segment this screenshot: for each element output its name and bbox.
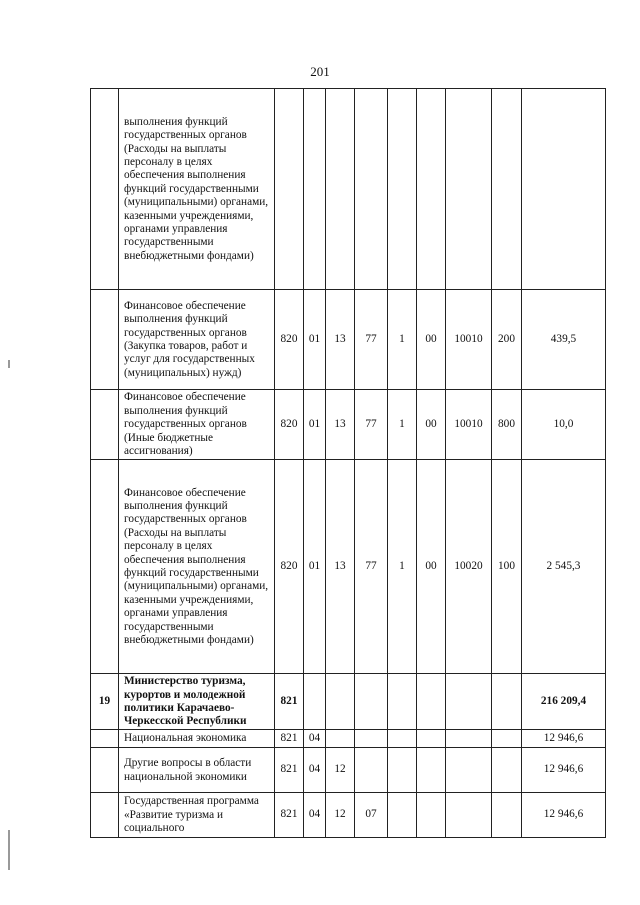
cell-pr — [326, 674, 355, 730]
margin-mark — [8, 830, 10, 870]
row-name: Государственная программа «Развитие туризма и социального — [119, 793, 275, 838]
cell-rz — [304, 89, 326, 290]
table-row — [91, 89, 606, 290]
cell-nr: 10020 — [446, 460, 492, 674]
cell-sum — [522, 89, 606, 290]
cell-pp — [388, 793, 417, 838]
row-name: Министерство туризма, курортов и молодежной политики Карачаево-Черкесской Республики — [119, 674, 275, 730]
cell-pr: 12 — [326, 793, 355, 838]
table-row — [91, 748, 606, 793]
cell-om — [417, 748, 446, 793]
row-name: Национальная экономика — [119, 730, 275, 748]
cell-ved: 821 — [275, 674, 304, 730]
cell-vr — [492, 89, 522, 290]
cell-pp: 1 — [388, 390, 417, 460]
cell-pr — [326, 89, 355, 290]
row-number — [91, 793, 119, 838]
row-name: Финансовое обеспечение выполнения функций государственных органов (Расходы на выплаты персоналу в целях обеспечения выполнения функций государственными (муниципальными) органами, казенными учреждениями, органами управления государственными внебюджетными фондами) — [119, 460, 275, 674]
table-row — [91, 793, 606, 838]
cell-nr — [446, 748, 492, 793]
cell-gp — [355, 748, 388, 793]
cell-vr — [492, 674, 522, 730]
cell-nr — [446, 89, 492, 290]
cell-rz: 01 — [304, 460, 326, 674]
margin-mark — [8, 360, 10, 368]
cell-rz: 01 — [304, 390, 326, 460]
cell-rz: 04 — [304, 793, 326, 838]
cell-pp: 1 — [388, 290, 417, 390]
cell-ved: 820 — [275, 460, 304, 674]
cell-pp — [388, 730, 417, 748]
table-row — [91, 290, 606, 390]
row-name: Финансовое обеспечение выполнения функций государственных органов (Иные бюджетные ассигнования) — [119, 390, 275, 460]
cell-ved: 821 — [275, 793, 304, 838]
cell-pr: 13 — [326, 390, 355, 460]
cell-pp — [388, 674, 417, 730]
cell-pr — [326, 730, 355, 748]
cell-om: 00 — [417, 390, 446, 460]
page-number: 201 — [310, 64, 330, 79]
row-number: 19 — [91, 674, 119, 730]
row-number — [91, 390, 119, 460]
cell-pp — [388, 89, 417, 290]
cell-vr: 800 — [492, 390, 522, 460]
row-number — [91, 730, 119, 748]
table-row — [91, 730, 606, 748]
cell-sum: 12 946,6 — [522, 793, 606, 838]
cell-sum: 2 545,3 — [522, 460, 606, 674]
table-row — [91, 390, 606, 460]
cell-sum: 10,0 — [522, 390, 606, 460]
cell-nr — [446, 674, 492, 730]
cell-gp — [355, 730, 388, 748]
cell-ved — [275, 89, 304, 290]
cell-rz: 01 — [304, 290, 326, 390]
cell-gp: 77 — [355, 460, 388, 674]
cell-sum: 216 209,4 — [522, 674, 606, 730]
cell-ved: 821 — [275, 748, 304, 793]
cell-gp — [355, 674, 388, 730]
table-row — [91, 460, 606, 674]
cell-vr: 200 — [492, 290, 522, 390]
cell-rz — [304, 674, 326, 730]
cell-om — [417, 793, 446, 838]
row-number — [91, 290, 119, 390]
cell-sum: 12 946,6 — [522, 730, 606, 748]
cell-nr — [446, 793, 492, 838]
cell-vr — [492, 748, 522, 793]
cell-pp: 1 — [388, 460, 417, 674]
row-number — [91, 460, 119, 674]
cell-pr: 13 — [326, 290, 355, 390]
cell-gp: 77 — [355, 390, 388, 460]
row-number — [91, 748, 119, 793]
cell-ved: 821 — [275, 730, 304, 748]
cell-nr: 10010 — [446, 390, 492, 460]
cell-pr: 13 — [326, 460, 355, 674]
table-row — [91, 674, 606, 730]
row-number — [91, 89, 119, 290]
cell-ved: 820 — [275, 390, 304, 460]
cell-gp: 07 — [355, 793, 388, 838]
cell-gp — [355, 89, 388, 290]
cell-om: 00 — [417, 460, 446, 674]
cell-sum: 439,5 — [522, 290, 606, 390]
cell-pp — [388, 748, 417, 793]
cell-om — [417, 730, 446, 748]
cell-rz: 04 — [304, 730, 326, 748]
cell-nr: 10010 — [446, 290, 492, 390]
cell-pr: 12 — [326, 748, 355, 793]
cell-rz: 04 — [304, 748, 326, 793]
row-name: выполнения функций государственных органов (Расходы на выплаты персоналу в целях обеспечения выполнения функций государственными (муниципальными) органами, казенными учреждениями, органами управления государственными внебюджетными фондами) — [119, 89, 275, 290]
row-name: Другие вопросы в области национальной экономики — [119, 748, 275, 793]
budget-table — [90, 88, 606, 838]
row-name: Финансовое обеспечение выполнения функций государственных органов (Закупка товаров, работ и услуг для государственных (муниципальных) нужд) — [119, 290, 275, 390]
cell-om — [417, 89, 446, 290]
cell-vr: 100 — [492, 460, 522, 674]
cell-om: 00 — [417, 290, 446, 390]
cell-om — [417, 674, 446, 730]
cell-sum: 12 946,6 — [522, 748, 606, 793]
cell-nr — [446, 730, 492, 748]
cell-gp: 77 — [355, 290, 388, 390]
cell-vr — [492, 730, 522, 748]
cell-vr — [492, 793, 522, 838]
cell-ved: 820 — [275, 290, 304, 390]
